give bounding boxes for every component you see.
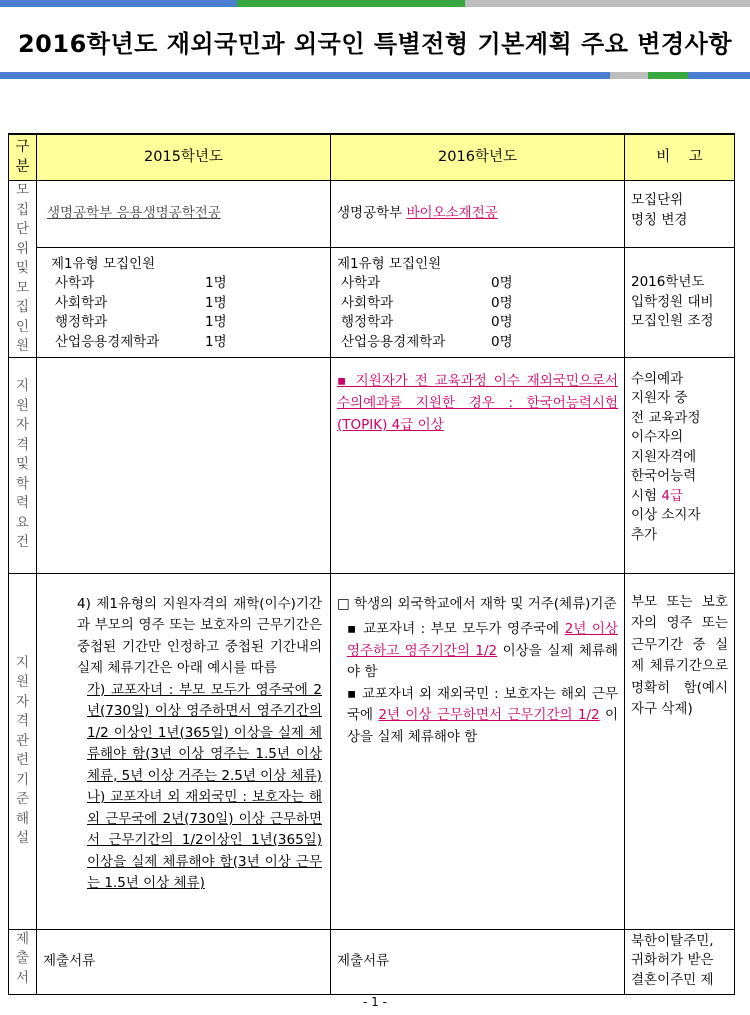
table-header-row	[9, 134, 735, 181]
quota-item	[51, 313, 324, 333]
documents-2015: 제출서류	[37, 929, 331, 995]
bottom-bar-blue	[0, 72, 610, 79]
quota-item	[337, 294, 618, 314]
quota-2015-heading: 제1유형 모집인원	[51, 255, 156, 272]
quota-2016	[331, 248, 625, 357]
header-2016: 2016학년도	[331, 134, 625, 181]
eligibility-2015	[37, 357, 331, 573]
quota-2016-heading: 제1유형 모집인원	[337, 255, 442, 272]
criteria-2015-intro: 4) 제1유형의 지원자격의 재학(이수)기간과 부모의 영주 또는 보호자의 근무기간은 중첩된 기간만 인정하고 중첩된 기간내의 실제 체류기간은 아래 예시를 따름	[77, 595, 322, 676]
recruit-unit-note: 모집단위 명칭 변경	[625, 181, 735, 248]
category-recruit-unit: 모집단위및모집인원	[9, 181, 37, 358]
bottom-bar-gray	[610, 72, 648, 79]
header-note: 비 고	[625, 134, 735, 181]
recruit-unit-2016: 생명공학부 바이오소재전공	[331, 181, 625, 248]
criteria-2016-intro: □ 학생의 외국학교에서 재학 및 거주(체류)기준	[337, 595, 617, 612]
quota-dept: 산업응용경제학과	[55, 333, 160, 350]
criteria-2016	[331, 573, 625, 929]
quota-2015-list	[51, 274, 324, 352]
quota-dept: 사학과	[55, 275, 95, 292]
criteria-2015-item-b: 나) 교포자녀 외 재외국민 : 보호자는 해외 근무국에 2년(730일) 이상 근무하면서 근무기간의 1/2이상인 1년(365일) 이상을 실제 체류해야 함(3년 이상 근무는 1.5년 이상 체류)	[87, 789, 322, 891]
document-title: 2016학년도 재외국민과 외국인 특별전형 기본계획 주요 변경사항	[17, 30, 733, 58]
category-eligibility: 지원자격및학력요건	[9, 357, 37, 573]
bottom-color-bar	[0, 72, 750, 79]
documents-note: 북한이탈주민, 귀화허가 받은 결혼이주민 제	[625, 929, 735, 995]
quota-item	[51, 274, 324, 294]
top-bar-blue	[0, 0, 237, 7]
quota-item	[337, 313, 618, 333]
criteria-2015-item-a: 가) 교포자녀 : 부모 모두가 영주국에 2년(730일) 이상 영주하면서 영주기간의 1/2 이상인 1년(365일) 이상을 실제 체류해야 함(3년 이상 영주는 1.5년 이상 체류, 5년 이상 거주는 2.5년 이상 체류)	[87, 681, 322, 784]
bottom-bar-green	[648, 72, 688, 79]
quota-note: 2016학년도 입학정원 대비 모집인원 조정	[625, 248, 735, 357]
page-number: - 1 -	[363, 995, 387, 1009]
quota-dept: 행정학과	[341, 314, 394, 331]
quota-2016-list	[337, 274, 618, 352]
quota-count: 0명	[491, 333, 513, 350]
quota-count: 1명	[205, 275, 227, 292]
recruit-unit-2015: 생명공학부 응용생명공학전공	[37, 181, 331, 248]
table-row	[9, 573, 735, 929]
quota-dept: 사회학과	[341, 294, 394, 311]
table-row	[9, 357, 735, 573]
criteria-2015	[37, 573, 331, 929]
eligibility-2016: ▪ 지원자가 전 교육과정 이수 재외국민으로서 수의예과를 지원한 경우 : 한국어능력시험(TOPIK) 4급 이상	[331, 357, 625, 573]
category-documents: 제출서	[9, 929, 37, 995]
quota-item	[51, 333, 324, 353]
top-bar-gray	[465, 0, 750, 7]
quota-count: 0명	[491, 275, 513, 292]
documents-2016: 제출서류	[331, 929, 625, 995]
quota-2015	[37, 248, 331, 357]
quota-item	[337, 274, 618, 294]
eligibility-note: 수의예과 지원자 중 전 교육과정 이수자의 지원자격에 한국어능력 시험 4급 이상 소지자 추가	[625, 357, 735, 573]
quota-dept: 사학과	[341, 275, 381, 292]
top-bar-green	[237, 0, 465, 7]
quota-dept: 산업응용경제학과	[341, 333, 446, 350]
changes-table	[8, 133, 735, 995]
quota-item	[51, 294, 324, 314]
quota-count: 1명	[205, 333, 227, 350]
table-row	[9, 929, 735, 995]
quota-item	[337, 333, 618, 353]
quota-count: 1명	[205, 314, 227, 331]
table-row	[9, 181, 735, 248]
quota-dept: 행정학과	[55, 314, 108, 331]
criteria-2016-item-a: ▪ 교포자녀 : 부모 모두가 영주국에 2년 이상 영주하고 영주기간의 1/2 이상을 실제 체류해야 함	[347, 621, 618, 680]
top-color-bar	[0, 0, 750, 7]
bottom-bar-blue-end	[688, 72, 750, 79]
quota-count: 0명	[491, 294, 513, 311]
header-category: 구분	[9, 134, 37, 181]
criteria-2016-item-b: ▪ 교포자녀 외 재외국민 : 보호자는 해외 근무국에 2년 이상 근무하면서 근무기간의 1/2 이상을 실제 체류해야 함	[347, 685, 619, 745]
category-criteria: 지원자격관련기준해설	[9, 573, 37, 929]
quota-count: 1명	[205, 294, 227, 311]
table-row	[9, 248, 735, 357]
quota-count: 0명	[491, 314, 513, 331]
criteria-note: 부모 또는 보호자의 영주 또는 근무기간 중 실제 체류기간으로 명확히 함(예시자구 삭제)	[625, 573, 735, 929]
quota-dept: 사회학과	[55, 294, 108, 311]
header-2015: 2015학년도	[37, 134, 331, 181]
